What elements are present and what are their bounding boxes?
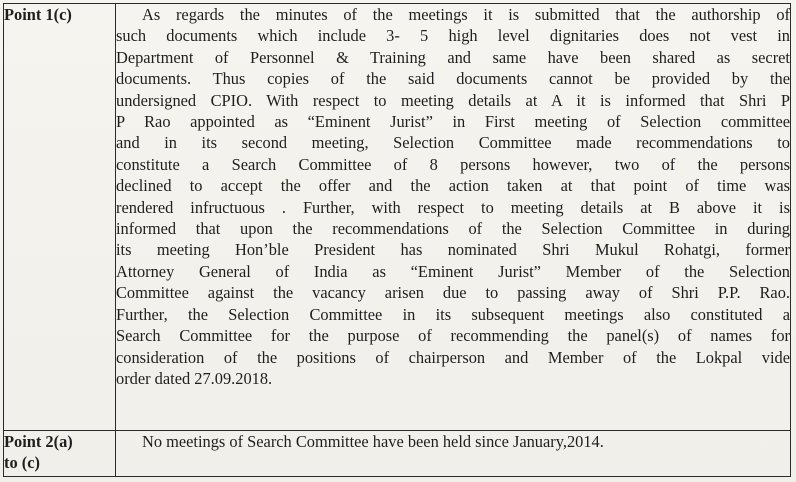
reply-text-line: Search Committee for the purpose of recommending the panel(s) of names for	[116, 326, 790, 346]
reply-text-line: its meeting Hon’ble President has nominated Shri Mukul Rohatgi, former	[116, 240, 790, 260]
reply-text-line: and in its second meeting, Selection Committee made recommendations to	[116, 133, 790, 153]
reply-text-line: documents. Thus copies of the said documents cannot be provided by the	[116, 69, 790, 89]
point-label: to (c)	[4, 453, 40, 472]
point-label-cell	[4, 431, 116, 477]
table-row	[4, 431, 791, 477]
point-label-cell	[4, 4, 116, 431]
point-label: Point 1(c)	[4, 5, 72, 24]
reply-text-line: Further, the Selection Committee in its subsequent meetings also constituted a	[116, 304, 790, 324]
reply-text-line: P Rao appointed as “Eminent Jurist” in First meeting of Selection committee	[116, 112, 790, 132]
reply-text-line: Committee against the vacancy arisen due to passing away of Shri P.P. Rao.	[116, 283, 790, 303]
reply-text-line: No meetings of Search Committee have been held since January,2014.	[142, 432, 604, 451]
reply-text-line: Attorney General of India as “Eminent Jurist” Member of the Selection	[116, 261, 790, 281]
reply-text-line: declined to accept the offer and the action taken at that point of time was	[116, 176, 790, 196]
reply-text-line: order dated 27.09.2018.	[116, 368, 273, 388]
reply-text-line: informed that upon the recommendations of the Selection Committee in during	[116, 219, 790, 239]
point-label: Point 2(a)	[4, 432, 73, 451]
rti-reply-table	[3, 3, 791, 477]
reply-text-line: Department of Personnel & Training and same have been shared as secret	[116, 47, 790, 67]
reply-text-line: consideration of the positions of chairperson and Member of the Lokpal vide	[116, 347, 790, 367]
point-reply-cell	[116, 431, 791, 477]
reply-text-line: such documents which include 3- 5 high level dignitaries does not vest in	[116, 26, 790, 46]
reply-text-line: rendered infructuous . Further, with respect to meeting details at B above it is	[116, 197, 790, 217]
reply-text-line: constitute a Search Committee of 8 persons however, two of the persons	[116, 154, 790, 174]
table-row	[4, 4, 791, 431]
reply-text-line: undersigned CPIO. With respect to meeting details at A it is informed that Shri P	[116, 90, 790, 110]
reply-text-line: As regards the minutes of the meetings it is submitted that the authorship of	[142, 5, 790, 24]
point-reply-cell	[116, 4, 791, 431]
